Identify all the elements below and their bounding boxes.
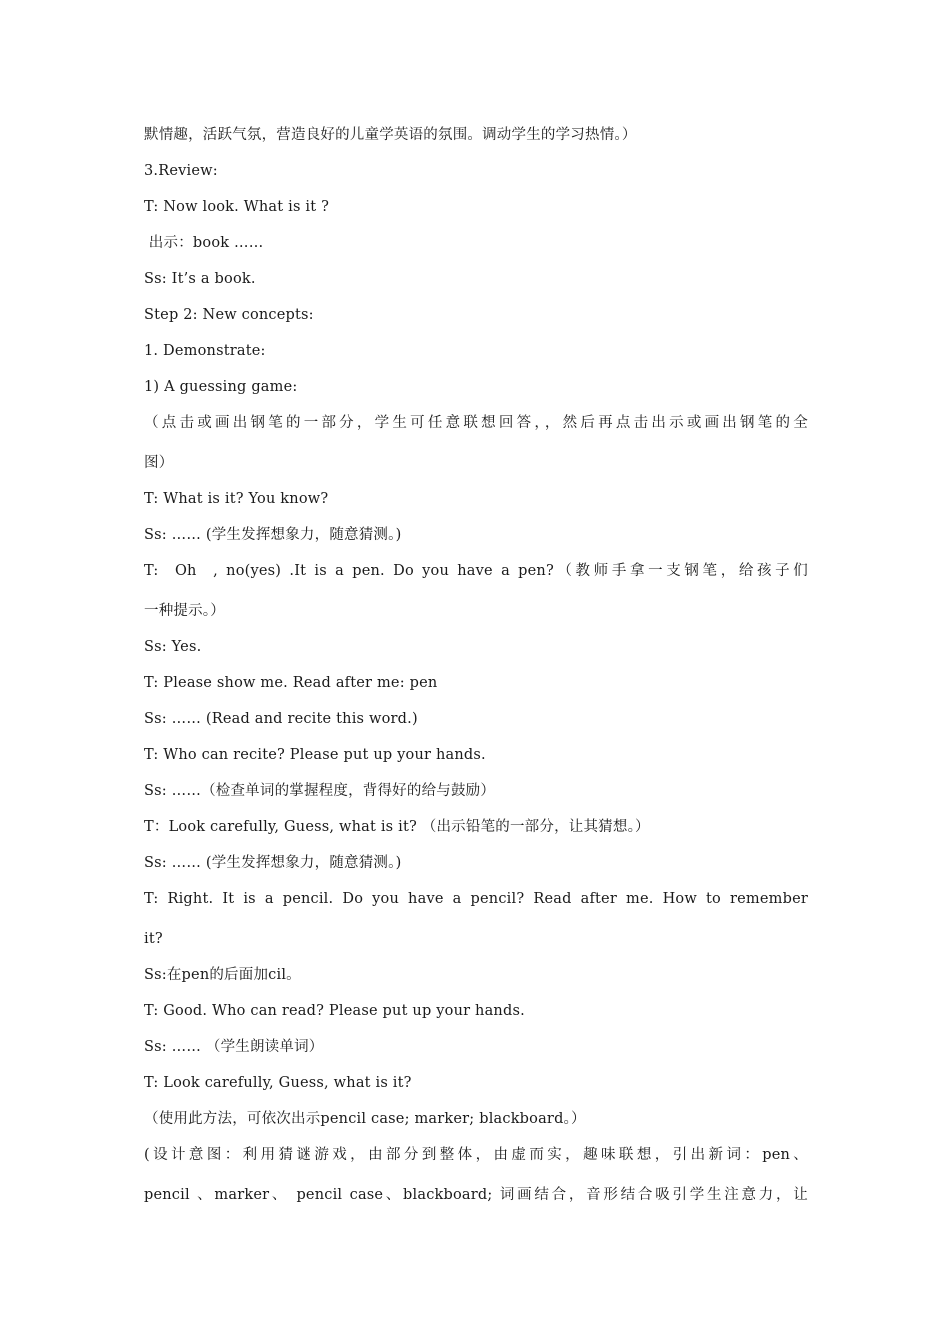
text-line: T: What is it? You know? [144, 491, 329, 507]
text-line: 一种提示。） [144, 603, 225, 619]
text-line: Ss:在pen的后面加cil。 [144, 967, 301, 983]
text-line: 图） [144, 455, 174, 471]
document-body [144, 124, 808, 1220]
text-line: T: Look carefully, Guess, what is it? [144, 1075, 412, 1091]
text-line: T：Look carefully, Guess, what is it? （出示铅笔的一部分，让其猜想。） [144, 819, 650, 835]
text-line: Ss: Yes. [144, 639, 202, 655]
text-line: T: Right. It is a pencil. Do you have a pencil? Read after me. How to remember [144, 891, 808, 907]
text-line: 默情趣，活跃气氛，营造良好的儿童学英语的氛围。调动学生的学习热情。） [144, 127, 637, 143]
text-line: Ss: …… (学生发挥想象力，随意猜测。) [144, 855, 402, 871]
text-line: Ss: …… (学生发挥想象力，随意猜测。) [144, 527, 402, 543]
text-line: 1. Demonstrate: [144, 343, 266, 359]
text-line: (设计意图：利用猜谜游戏，由部分到整体，由虚而实，趣味联想，引出新词：pen、 [144, 1147, 808, 1163]
text-line: Ss: …… （学生朗读单词） [144, 1039, 324, 1055]
text-line: Ss: …… (Read and recite this word.) [144, 711, 418, 727]
text-line: 3.Review: [144, 163, 218, 179]
text-line: T: Who can recite? Please put up your hands. [144, 747, 486, 763]
text-line: T: Please show me. Read after me: pen [144, 675, 438, 691]
text-line: T: Good. Who can read? Please put up your hands. [144, 1003, 525, 1019]
text-line: Ss: It’s a book. [144, 271, 256, 287]
text-line: 1) A guessing game: [144, 379, 298, 395]
text-line: Ss: ……（检查单词的掌握程度，背得好的给与鼓励） [144, 783, 496, 799]
text-line: it? [144, 931, 163, 947]
text-line: pencil 、marker、 pencil case、blackboard; 词画结合，音形结合吸引学生注意力，让 [144, 1187, 808, 1203]
text-line: 出示：book …… [144, 235, 264, 251]
text-line: （使用此方法，可依次出示pencil case; marker; blackboard。） [144, 1111, 586, 1127]
text-line: T: Now look. What is it ? [144, 199, 330, 215]
text-line: T: Oh , no(yes) .It is a pen. Do you have a pen?（教师手拿一支钢笔，给孩子们 [144, 563, 808, 579]
text-line: Step 2: New concepts: [144, 307, 314, 323]
text-line: （点击或画出钢笔的一部分，学生可任意联想回答，，然后再点击出示或画出钢笔的全 [144, 415, 808, 431]
